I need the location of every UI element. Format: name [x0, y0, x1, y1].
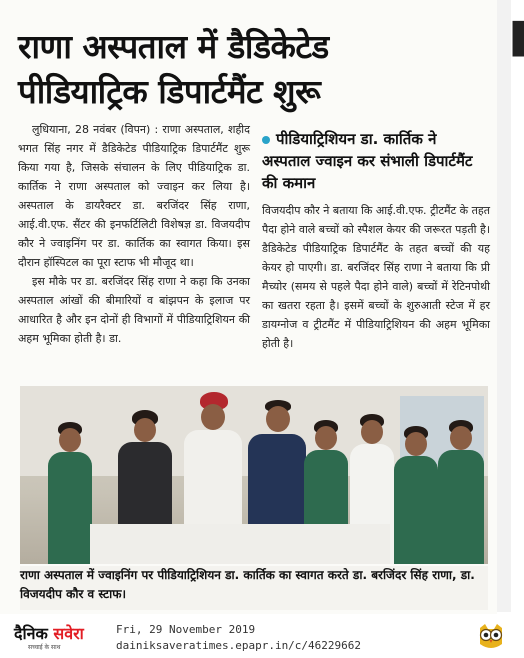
photo-person	[48, 422, 92, 564]
article-body-left	[18, 120, 250, 380]
article-subheading	[262, 128, 490, 194]
epaper-footer	[0, 614, 497, 658]
photo-caption: राणा अस्पताल में ज्वाइनिंग पर पीडियाट्रिशियन डा. कार्तिक का स्वागत करते डा. बरजिंदर सिंह राणा, डा. विजयदीप कौर व स्टाफ।	[20, 566, 488, 610]
headline-line-1: राणा अस्पताल में डैडिकेटेड	[18, 27, 329, 66]
publication-date: Fri, 29 November 2019	[116, 623, 256, 636]
photo-table	[90, 524, 390, 564]
adjacent-article-fragment: ▐	[501, 22, 524, 57]
logo-wordmark	[14, 622, 84, 644]
owl-icon	[476, 622, 506, 652]
photo-person	[438, 420, 484, 564]
logo-prefix: दैनिक	[14, 624, 48, 643]
epaper-url[interactable]: dainiksaveratimes.epapr.in/c/46229662	[116, 639, 362, 652]
footer-meta	[116, 622, 361, 654]
headline-line-2: पीडियाट्रिक डिपार्टमैंट शुरू	[18, 72, 321, 111]
logo-accent: सवेरा	[53, 624, 84, 643]
subheading-text: पीडियाट्रिशियन डा. कार्तिक ने अस्पताल ज्वाइन कर संभाली डिपार्टमैंट की कमान	[262, 130, 473, 192]
body-paragraph: लुधियाना, 28 नवंबर (विपन) : राणा अस्पताल, शहीद भगत सिंह नगर में डैडिकेटेड पीडियाट्रिक डिपार्टमैंट शुरू किया गया है, जिसके संचालन के लिए पीडियाट्रिक डा. कार्तिक ने राणा अस्पताल को ज्वाइन कर लिया है। अस्पताल के डायरैक्टर डा. बरजिंदर सिंह राणा, आई.वी.एफ. सैंटर की इनफर्टिलिटी विशेषज्ञ डा. विजयदीप कौर ने ज्वाइनिंग पर डा. कार्तिक का स्वागत किया। इस दौरान हॉस्पिटल का पूरा स्टाफ भी मौजूद था।	[18, 123, 250, 269]
body-paragraph: इस मौके पर डा. बरजिंदर सिंह राणा ने कहा कि उनका अस्पताल आंखों की बीमारियों व बांझपन के इलाज पर आधारित है और इन दोनों ही विभागों में पीडियाट्रिशियन की अहम भूमिका होती है। डा.	[18, 275, 250, 345]
body-paragraph: विजयदीप कौर ने बताया कि आई.वी.एफ. ट्रीटमैंट के तहत पैदा होने वाले बच्चों को स्पैशल केयर की जरूरत पड़ती है। डैडिकेटेड पीडियाट्रिक डिपार्टमैंट के तहत बच्चों की यह केयर हो पाएगी। डा. बरजिंदर सिंह राणा ने बताया कि प्री मैच्योर (समय से पहले पैदा होने वाले) बच्चों में रेटिनपोथी का खतरा रहता है। इसमें बच्चों के शुरुआती स्टेज में हर डायग्नोज व ट्रीटमैंट में पीडियाट्रिशियन की अहम भूमिका होती है।	[262, 204, 490, 350]
article-body-right	[262, 201, 490, 381]
adjacent-article-edge	[497, 0, 524, 612]
article-headline	[18, 24, 488, 114]
logo-tagline: सच्चाई के साथ	[28, 644, 61, 651]
article-photo	[20, 386, 488, 564]
bullet-dot-icon	[262, 136, 270, 144]
photo-person	[394, 426, 438, 564]
